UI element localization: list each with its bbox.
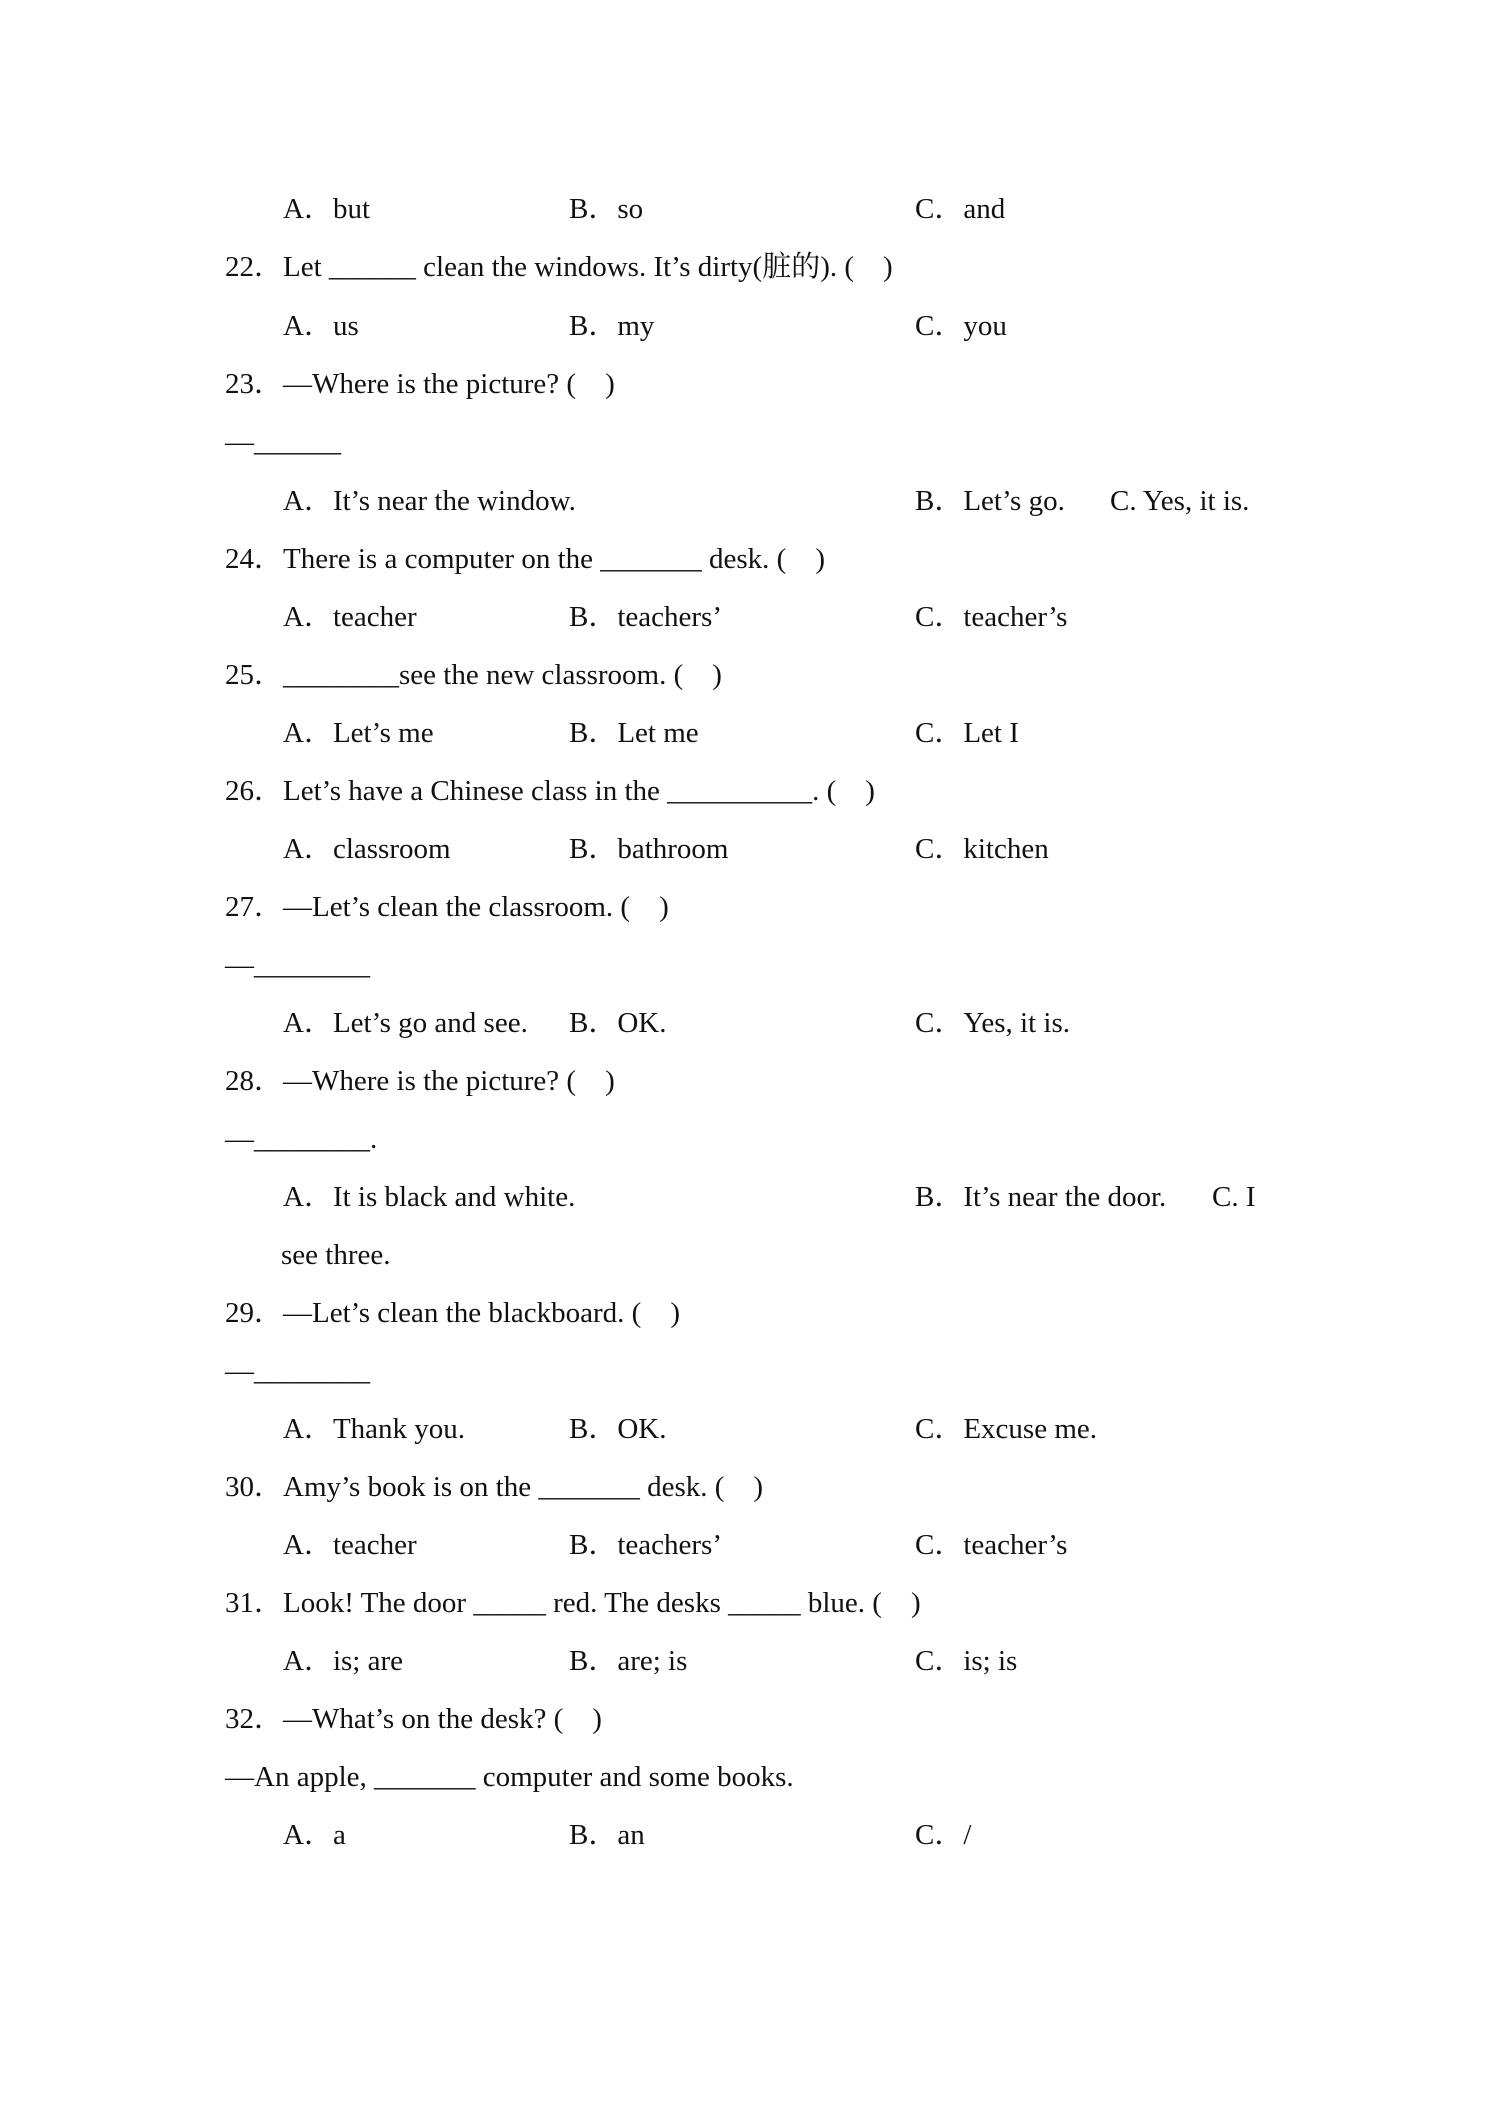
q22-option-b: B．my	[569, 310, 655, 342]
q21-option-a: A．but	[283, 193, 371, 225]
q22-option-a: A．us	[283, 310, 359, 342]
q21-option-c: C．and	[915, 193, 1006, 225]
q28-option-a: A．It is black and white.	[283, 1181, 576, 1213]
q27-option-a: A．Let’s go and see.	[283, 1007, 528, 1039]
q26-option-b: B．bathroom	[569, 833, 729, 865]
q25-option-a: A．Let’s me	[283, 717, 434, 749]
q24-option-c: C．teacher’s	[915, 601, 1068, 633]
q32-reply: —An apple, _______ computer and some books.	[225, 1761, 794, 1793]
q30-option-b: B．teachers’	[569, 1529, 722, 1561]
q31-stem: 31．Look! The door _____ red. The desks _____ blue. ( )	[225, 1587, 921, 1619]
q27-option-b: B．OK.	[569, 1007, 667, 1039]
q31-option-c: C．is; is	[915, 1645, 1018, 1677]
q27-reply: —________	[225, 949, 370, 981]
q29-option-b: B．OK.	[569, 1413, 667, 1445]
q29-option-c: C．Excuse me.	[915, 1413, 1098, 1445]
q24-stem: 24．There is a computer on the _______ desk. ( )	[225, 543, 825, 575]
q29-stem: 29．—Let’s clean the blackboard. ( )	[225, 1297, 680, 1329]
q24-option-a: A．teacher	[283, 601, 417, 633]
q30-option-c: C．teacher’s	[915, 1529, 1068, 1561]
q32-stem: 32．—What’s on the desk? ( )	[225, 1703, 602, 1735]
q25-stem: 25．________see the new classroom. ( )	[225, 659, 722, 691]
q26-option-c: C．kitchen	[915, 833, 1049, 865]
q27-stem: 27．—Let’s clean the classroom. ( )	[225, 891, 669, 923]
q32-option-b: B．an	[569, 1819, 645, 1851]
q26-option-a: A．classroom	[283, 833, 451, 865]
q23-option-c: C. Yes, it is.	[1110, 485, 1250, 517]
q31-option-a: A．is; are	[283, 1645, 403, 1677]
q22-option-c: C．you	[915, 310, 1007, 342]
q25-option-b: B．Let me	[569, 717, 699, 749]
q32-option-a: A．a	[283, 1819, 346, 1851]
q30-stem: 30．Amy’s book is on the _______ desk. ( )	[225, 1471, 764, 1503]
q23-reply: —______	[225, 426, 341, 458]
q25-option-c: C．Let I	[915, 717, 1019, 749]
q30-option-a: A．teacher	[283, 1529, 417, 1561]
q29-reply: —________	[225, 1355, 370, 1387]
q27-option-c: C．Yes, it is.	[915, 1007, 1070, 1039]
q31-option-b: B．are; is	[569, 1645, 688, 1677]
q28-option-c: C. I	[1212, 1181, 1256, 1213]
q24-option-b: B．teachers’	[569, 601, 722, 633]
q23-stem: 23．—Where is the picture? ( )	[225, 368, 615, 400]
q28-option-c-continued: see three.	[281, 1239, 391, 1271]
q23-option-a: A．It’s near the window.	[283, 485, 576, 517]
q28-stem: 28．—Where is the picture? ( )	[225, 1065, 615, 1097]
q21-option-b: B．so	[569, 193, 644, 225]
q23-option-b: B．Let’s go.	[915, 485, 1065, 517]
q22-stem: 22．Let ______ clean the windows. It’s dirty(脏的). ( )	[225, 251, 893, 283]
q29-option-a: A．Thank you.	[283, 1413, 466, 1445]
q26-stem: 26．Let’s have a Chinese class in the __________. ( )	[225, 775, 875, 807]
q28-reply: —________.	[225, 1123, 378, 1155]
q32-option-c: C．/	[915, 1819, 972, 1851]
q28-option-b: B．It’s near the door.	[915, 1181, 1167, 1213]
